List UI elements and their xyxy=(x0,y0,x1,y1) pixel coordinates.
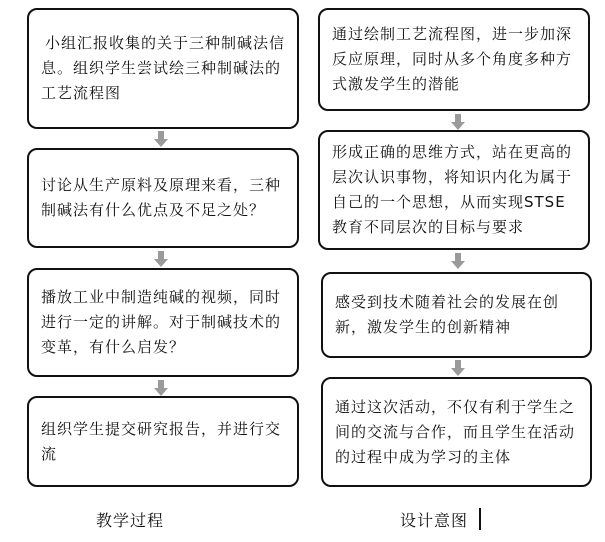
process-step-1 xyxy=(27,8,299,129)
left-column-caption: 教学过程 xyxy=(96,511,165,530)
design-intent-4-text: 通过这次活动，不仅有利于学生之间的交流与合作，而且学生在活动的过程中成为学习的主体 xyxy=(335,397,576,466)
down-arrow-icon xyxy=(154,131,168,147)
design-intent-3-text: 感受到技术随着社会的发展在创新，激发学生的创新精神 xyxy=(335,293,560,336)
process-step-3-text: 播放工业中制造纯碱的视频，同时进行一定的讲解。对于制碱技术的变革，有什么启发？ xyxy=(41,288,282,356)
down-arrow-icon xyxy=(451,114,465,130)
down-arrow-icon xyxy=(451,360,465,376)
process-step-1-text: 小组汇报收集的关于三种制碱法信息。组织学生尝试绘三种制碱法的工艺流程图 xyxy=(41,34,286,102)
process-step-4-text: 组织学生提交研究报告，并进行交流 xyxy=(41,419,282,463)
process-step-2-text: 讨论从生产原料及原理来看，三种制碱法有什么优点及不足之处？ xyxy=(41,176,282,219)
process-step-4 xyxy=(27,396,299,487)
down-arrow-icon xyxy=(154,380,168,396)
down-arrow-icon xyxy=(154,251,168,267)
design-intent-4 xyxy=(321,377,592,487)
process-step-2 xyxy=(27,148,299,248)
design-intent-2-text: 形成正确的思维方式，站在更高的层次认识事物，将知识内化为属于自己的一个思想，从而实现STSE 教育不同层次的目标与要求 xyxy=(332,143,573,236)
design-intent-1 xyxy=(318,8,590,111)
design-intent-2 xyxy=(318,130,590,250)
process-step-3 xyxy=(27,268,299,377)
right-column-caption: 设计意图 xyxy=(400,511,469,530)
design-intent-1-text: 通过绘制工艺流程图，进一步加深反应原理，同时从多个角度多种方式激发学生的潜能 xyxy=(332,25,573,93)
text-cursor xyxy=(479,508,481,530)
down-arrow-icon xyxy=(451,253,465,269)
design-intent-3 xyxy=(321,272,592,358)
